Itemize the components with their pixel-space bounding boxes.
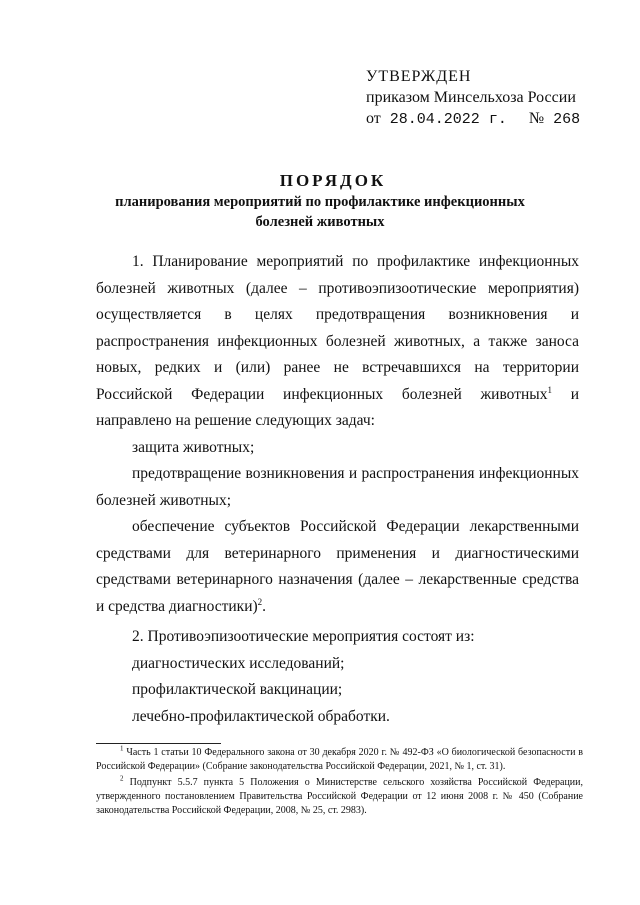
approval-stamp-block — [366, 66, 580, 130]
document-title — [0, 171, 640, 231]
footnote-1-text: Часть 1 статьи 10 Федерального закона от 30 декабря 2020 г. № 492-ФЗ «О биологической безопасности в Российской Федерации» (Собрание законодательства Российской Федерации, 2021, № 1, ст. 31). — [96, 747, 584, 772]
footnotes — [96, 746, 583, 818]
paragraph-1-tail: и направлено на решение следующих задач: — [96, 385, 579, 429]
footnote-2 — [96, 776, 583, 818]
task-item-3 — [96, 514, 579, 620]
title-subtitle-line2: болезней животных — [255, 214, 385, 230]
document-body — [96, 249, 579, 730]
approval-number: 268 — [553, 111, 581, 128]
measure-item-2: профилактической вакцинации; — [132, 681, 343, 698]
footnote-2-mark: 2 — [120, 774, 124, 783]
approval-date: 28.04.2022 г. — [389, 111, 507, 128]
task-item-1: защита животных; — [132, 438, 255, 456]
task-item-3-text: обеспечение субъектов Российской Федерации лекарственными средствами для ветеринарного применения и диагностическими средствами ветеринарного назначения (далее – лекарственные средства и средства диагностики) — [96, 518, 579, 615]
approval-word: УТВЕРЖДЕН — [366, 68, 472, 85]
approval-date-line — [366, 108, 580, 130]
paragraph-1 — [96, 249, 579, 435]
approval-order-line: приказом Минсельхоза России — [366, 89, 576, 106]
title-subtitle-line1: планирования мероприятий по профилактике инфекционных — [115, 194, 525, 210]
footnote-1-mark: 1 — [120, 744, 124, 753]
measure-item-1: диагностических исследований; — [132, 654, 345, 672]
task-item-3-tail: . — [262, 597, 267, 615]
title-heading: ПОРЯДОК — [279, 171, 387, 190]
paragraph-2: 2. Противоэпизоотические мероприятия состоят из: — [132, 628, 475, 645]
paragraph-1-text: 1. Планирование мероприятий по профилактике инфекционных болезней животных (далее – противоэпизоотические мероприятия) осуществляется в целях предотвращения возникновения и распространения инфекционных болезней животных, а также заноса новых, редких и (или) ранее не встречавшихся на территории Российской Федерации инфекционных болезней животных — [96, 253, 579, 403]
approval-number-sign: № — [528, 110, 545, 127]
measure-item-3: лечебно-профилактической обработки. — [132, 707, 390, 725]
footnote-separator — [96, 743, 221, 744]
footnote-ref-1: 1 — [547, 384, 552, 395]
approval-date-prefix: от — [366, 110, 381, 127]
footnote-ref-2: 2 — [257, 596, 263, 607]
task-item-2: предотвращение возникновения и распространения инфекционных болезней животных; — [96, 465, 579, 509]
footnote-2-text: Подпункт 5.5.7 пункта 5 Положения о Министерстве сельского хозяйства Российской Федерации, утвержденного постановлением Правительства Российской Федерации от 12 июня 2008 г. № 450 (Собрание законодательства Российской Федерации, 2008, № 25, ст. 2983). — [96, 777, 583, 816]
footnote-1 — [96, 746, 583, 774]
